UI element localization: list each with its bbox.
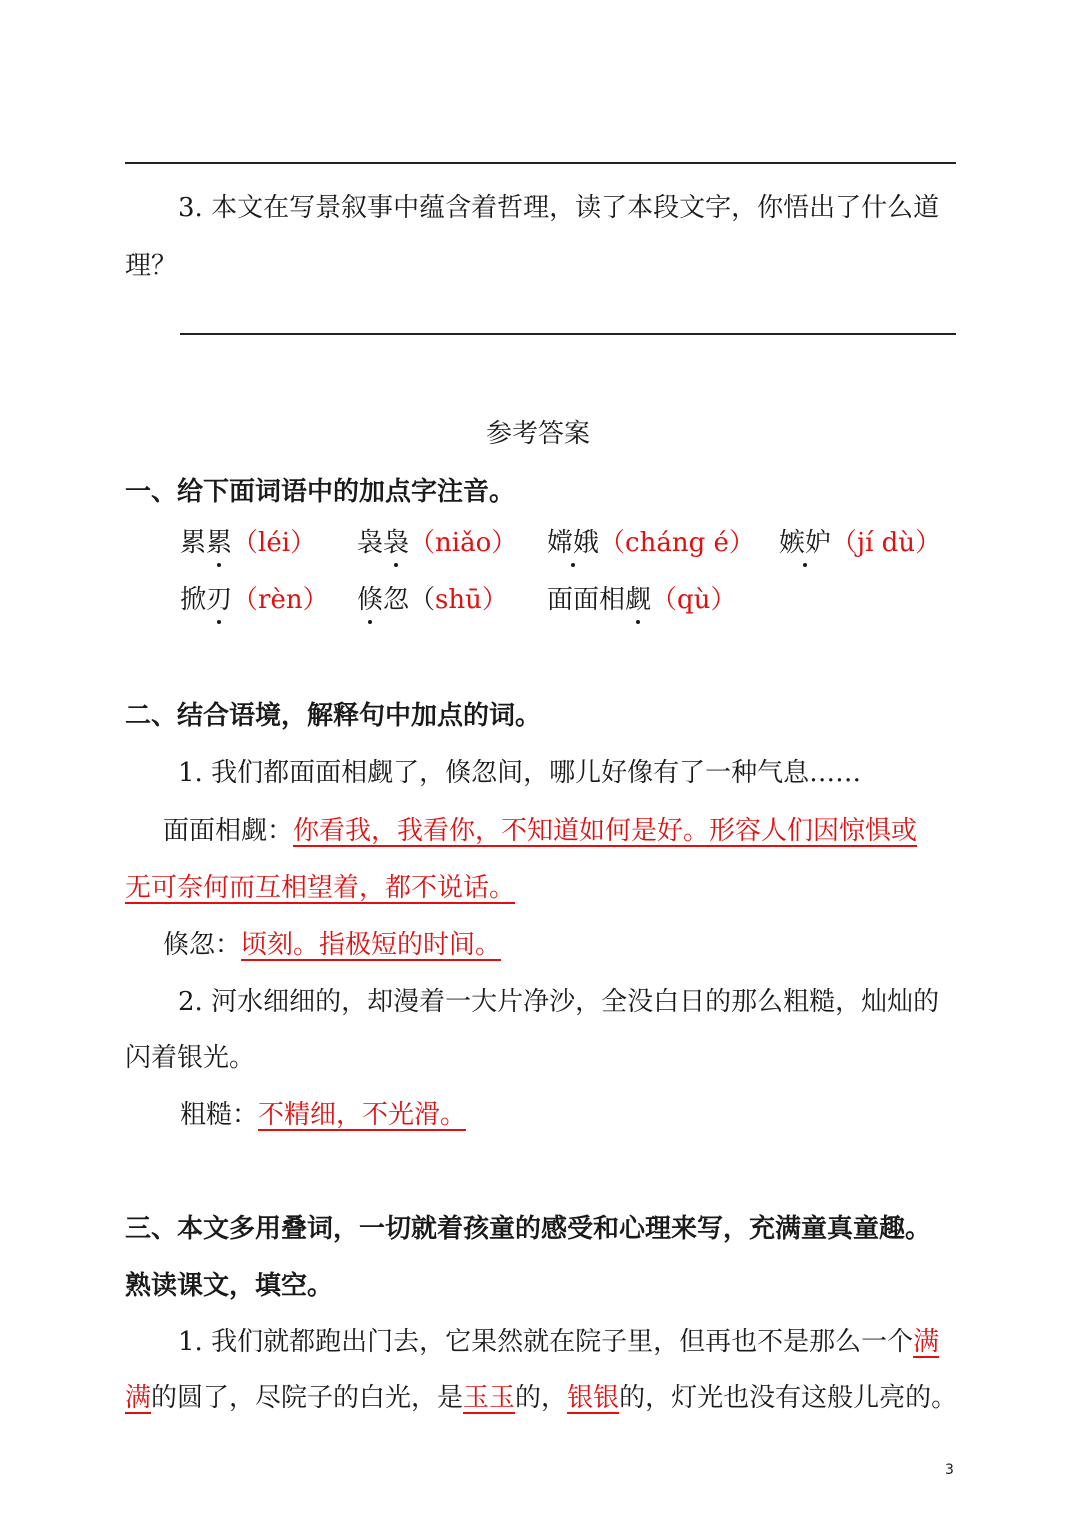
dotted-char: 袅 [383,528,410,558]
pinyin-answer: shū [435,585,482,615]
dotted-char: 嫉妒 [779,528,832,558]
pinyin-item-mianmianxiangqu [547,584,736,616]
dotted-char: 累 [206,528,233,558]
answers-title: 参考答案 [486,419,591,449]
section-3-title-cont: 熟读课文，填空。 [125,1271,334,1301]
question-3-line2: 理？ [125,251,178,281]
sec2-sentence-2-cont: 闪着银光。 [125,1043,256,1073]
bracket-close: ） [491,528,518,558]
pinyin-item-shuhu [357,584,508,616]
sec3-sentence-1 [178,1326,939,1358]
answer-line-q3 [180,333,956,335]
bracket-open: （ [409,528,436,558]
item-text: 忽（ [383,585,436,615]
pinyin-answer: jí dù [857,528,916,558]
term-label: 面面相觑： [163,816,294,846]
sentence-text: 的， [515,1383,568,1413]
item-text: 面面相 [547,585,626,615]
fill-blank-3: 银银 [567,1383,620,1413]
dotted-char: 倏 [357,585,384,615]
pinyin-item-change [547,527,755,559]
bracket-close: ） [728,528,755,558]
bracket-close: ） [481,585,508,615]
fill-blank-1a: 满 [913,1327,940,1357]
item-text: 袅 [357,528,384,558]
sec2-sentence-1: 1. 我们都面面相觑了，倏忽间，哪儿好像有了一种气息…… [178,758,862,788]
pinyin-item-niaoniao [357,527,517,559]
bracket-close: ） [290,528,317,558]
term-label: 倏忽： [163,930,242,960]
pinyin-item-jidu [779,527,941,559]
term-answer: 你看我，我看你，不知道如何是好。形容人们因惊惧或 [293,816,918,846]
pinyin-answer: niǎo [435,528,492,558]
sec2-term-1 [163,815,917,847]
pinyin-answer: léi [258,528,291,558]
pinyin-answer: qù [677,585,711,615]
pinyin-item-xianren [180,584,329,616]
sentence-text: 的，灯光也没有这般儿亮的。 [619,1383,958,1413]
bracket-close: ） [302,585,329,615]
title-text: 三、本文多用叠词，一切就着孩童的感受和心理来写，充满童真童趣。 [125,1214,932,1244]
bracket-close: ） [710,585,737,615]
sentence-text: 的圆了，尽院子的白光，是 [151,1383,464,1413]
pinyin-item-leilei [180,527,316,559]
sec2-term-1-cont: 无可奈何而互相望着，都不说话。 [125,873,516,903]
dotted-char: 觑 [625,585,652,615]
bracket-close: ） [915,528,942,558]
sec2-sentence-2: 2. 河水细细的，却漫着一大片净沙，全没白日的那么粗糙，灿灿的 [178,987,940,1017]
sec3-sentence-1-cont [125,1382,957,1414]
item-text: 掀 [180,585,207,615]
bracket-open: （ [232,585,259,615]
page-number: 3 [945,1462,954,1478]
term-answer: 顷刻。指极短的时间。 [241,930,502,960]
dotted-char: 刃 [206,585,233,615]
section-2-title: 二、结合语境，解释句中加点的词。 [125,701,542,731]
sentence-text: 1. 我们就都跑出门去，它果然就在院子里，但再也不是那么一个 [178,1327,914,1357]
bracket-open: （ [831,528,858,558]
pinyin-answer: cháng é [625,528,729,558]
question-3-line1: 3. 本文在写景叙事中蕴含着哲理，读了本段文字，你悟出了什么道 [178,193,940,223]
term-label: 粗糙： [180,1100,259,1130]
sec2-term-2 [163,929,501,961]
section-3-title [125,1213,931,1245]
answer-line-top [125,162,956,164]
fill-blank-2: 玉玉 [463,1383,516,1413]
item-text: 累 [180,528,207,558]
section-1-title: 一、给下面词语中的加点字注音。 [125,477,516,507]
bracket-open: （ [651,585,678,615]
pinyin-answer: rèn [258,585,303,615]
bracket-open: （ [599,528,626,558]
term-answer: 不精细，不光滑。 [258,1100,467,1130]
sec2-term-3 [180,1099,466,1131]
dotted-char: 嫦娥 [547,528,600,558]
bracket-open: （ [232,528,259,558]
fill-blank-1b: 满 [125,1383,152,1413]
